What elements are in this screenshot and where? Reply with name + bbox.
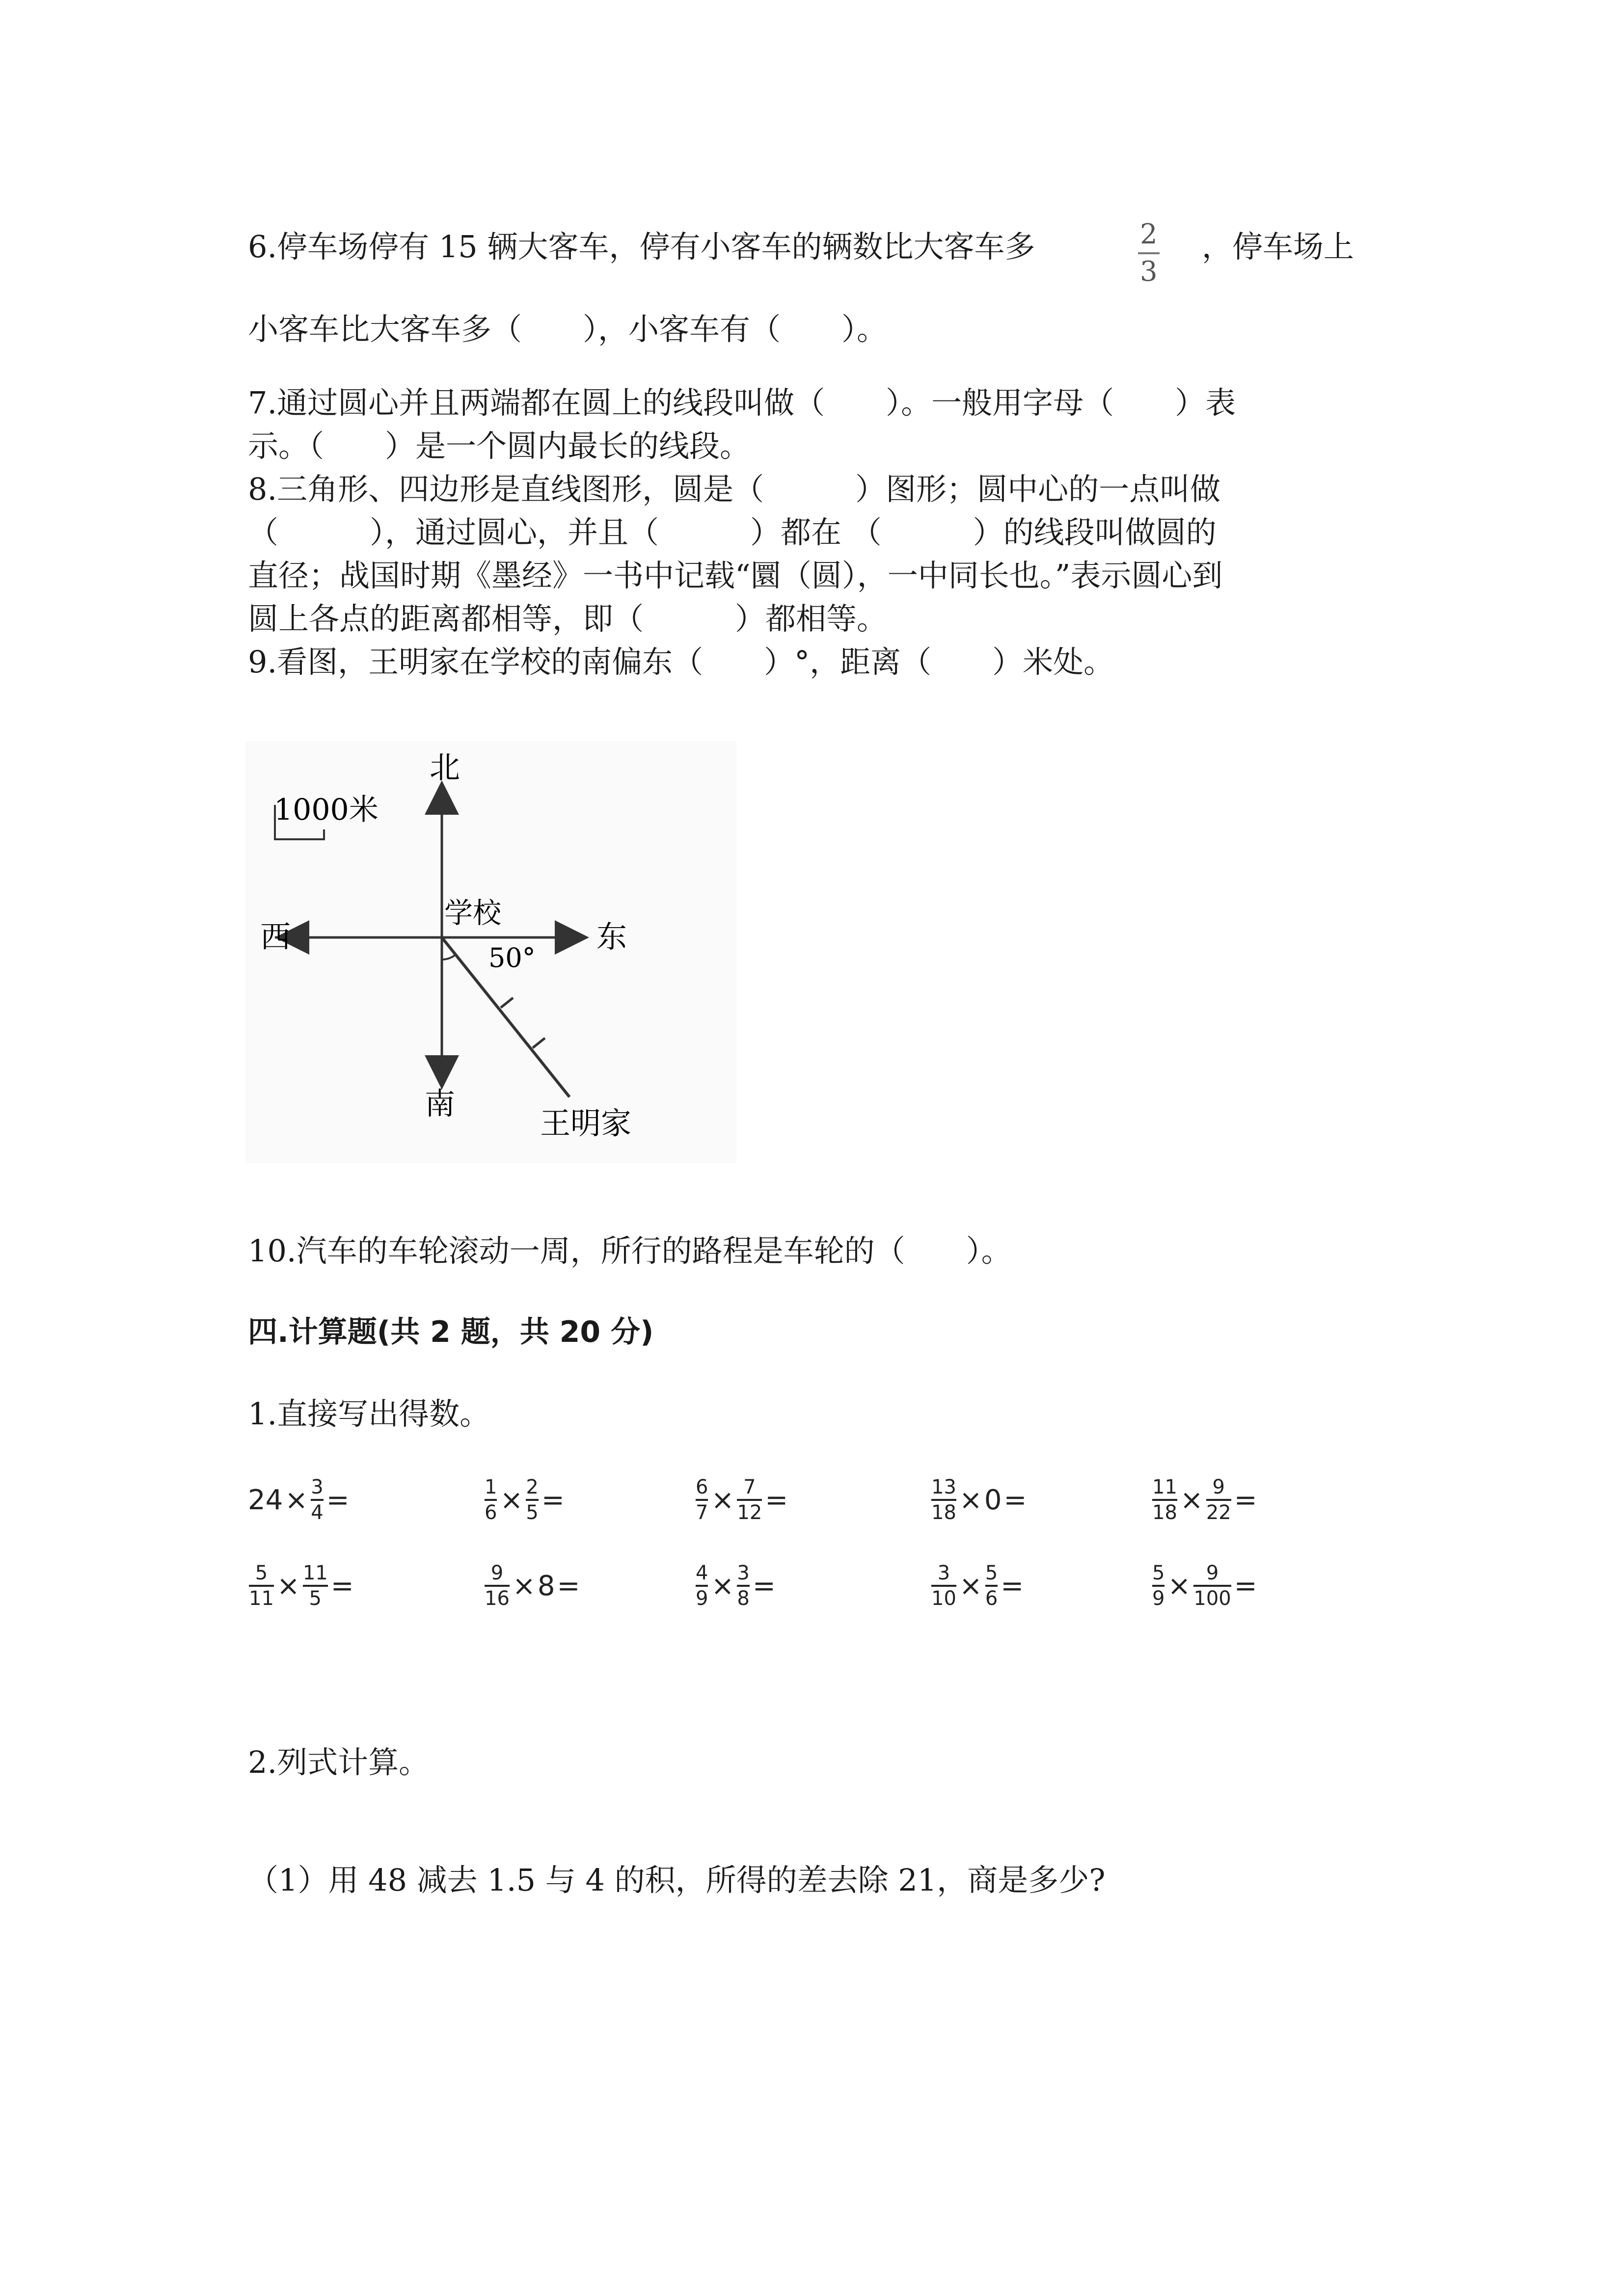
q6-text-a: 6.停车场停有 15 辆大客车，停有小客车的辆数比大客车多 <box>248 229 1035 265</box>
q6-line1 <box>248 229 1035 265</box>
calc-expression <box>248 1563 356 1608</box>
calc-0-b-fraction <box>311 1477 323 1522</box>
calc-5-a-fraction <box>249 1563 274 1608</box>
calc-expression <box>695 1477 790 1522</box>
times-sign: × <box>1167 1570 1191 1602</box>
numerator: 2 <box>526 1476 539 1498</box>
q8-line1: 8.三角形、四边形是直线图形，圆是（ ）图形；圆中心的一点叫做 <box>248 471 1221 507</box>
equals-sign: = <box>1234 1484 1257 1516</box>
equals-sign: = <box>326 1484 350 1516</box>
times-sign: × <box>285 1484 308 1516</box>
numerator: 3 <box>737 1562 750 1584</box>
numerator: 9 <box>1206 1562 1219 1584</box>
q8-line2: （ ），通过圆心，并且（ ）都在 （ ）的线段叫做圆的 <box>248 514 1217 550</box>
denominator: 9 <box>696 1587 708 1610</box>
times-sign: × <box>512 1570 536 1602</box>
calc-7-b-fraction <box>737 1563 749 1608</box>
calc-expression <box>695 1563 778 1608</box>
times-sign: × <box>276 1570 300 1602</box>
q7-line2: 示。（ ）是一个圆内最长的线段。 <box>248 428 751 464</box>
denominator: 100 <box>1193 1587 1231 1610</box>
equals-sign: = <box>541 1484 565 1516</box>
denominator: 11 <box>249 1587 274 1610</box>
times-sign: × <box>500 1484 523 1516</box>
calc2-title: 2.列式计算。 <box>248 1744 430 1780</box>
numerator: 1 <box>485 1476 497 1498</box>
q7-line1: 7.通过圆心并且两端都在圆上的线段叫做（ ）。一般用字母（ ）表 <box>248 385 1236 421</box>
calc-expression <box>930 1477 1029 1522</box>
denominator: 4 <box>311 1501 324 1524</box>
calc-8-b-fraction <box>985 1563 998 1608</box>
calc-2-b-fraction <box>737 1477 762 1522</box>
numerator: 11 <box>1152 1476 1177 1498</box>
calc-1-b-fraction <box>526 1477 538 1522</box>
times-sign: × <box>959 1570 982 1602</box>
denominator: 7 <box>696 1501 708 1524</box>
q6-fraction-numerator: 2 <box>1140 218 1158 250</box>
times-sign: × <box>711 1484 734 1516</box>
calc-4-a-fraction <box>1152 1477 1177 1522</box>
times-sign: × <box>711 1570 734 1602</box>
equals-sign: = <box>330 1570 354 1602</box>
denominator: 5 <box>526 1501 539 1524</box>
calc-expression <box>484 1563 582 1608</box>
calc-expression <box>484 1477 567 1522</box>
calc-expression <box>1151 1563 1259 1608</box>
scale-label: 1000米 <box>274 793 379 827</box>
calc-3-b-number: 0 <box>984 1484 1002 1516</box>
times-sign: × <box>1180 1484 1203 1516</box>
west-label: 西 <box>260 919 291 955</box>
numerator: 4 <box>696 1562 708 1584</box>
calc-1-a-fraction <box>485 1477 497 1522</box>
q6-fraction-denominator: 3 <box>1140 256 1158 288</box>
home-label: 王明家 <box>540 1105 632 1141</box>
q10-line1: 10.汽车的车轮滚动一周，所行的路程是车轮的（ ）。 <box>248 1233 1012 1269</box>
q8-line3: 直径；战国时期《墨经》一书中记载“圜（圆），一中同长也。”表示圆心到 <box>248 558 1223 593</box>
numerator: 5 <box>1152 1562 1165 1584</box>
calc-6-a-fraction <box>485 1563 510 1608</box>
denominator: 16 <box>485 1587 510 1610</box>
calc-4-b-fraction <box>1206 1477 1231 1522</box>
numerator: 5 <box>255 1562 268 1584</box>
denominator: 12 <box>737 1501 762 1524</box>
numerator: 13 <box>931 1476 956 1498</box>
section-title: 四.计算题(共 2 题，共 20 分) <box>248 1315 654 1349</box>
calc-3-a-fraction <box>931 1477 956 1522</box>
equals-sign: = <box>1001 1570 1024 1602</box>
school-label: 学校 <box>444 896 502 930</box>
calc-expression <box>248 1477 352 1522</box>
times-sign: × <box>959 1484 982 1516</box>
numerator: 3 <box>311 1476 324 1498</box>
q6-fraction <box>1138 218 1160 288</box>
denominator: 9 <box>1152 1587 1165 1610</box>
denominator: 5 <box>309 1587 322 1610</box>
calc-expression <box>1151 1477 1259 1522</box>
calc-9-b-fraction <box>1193 1563 1231 1608</box>
angle-label: 50° <box>488 942 536 973</box>
equals-sign: = <box>765 1484 788 1516</box>
calc2-item1: （1）用 48 减去 1.5 与 4 的积，所得的差去除 21，商是多少? <box>248 1862 1106 1898</box>
numerator: 6 <box>696 1476 708 1498</box>
q6-line2: 小客车比大客车多（ ），小客车有（ ）。 <box>248 311 888 347</box>
north-label: 北 <box>430 749 460 785</box>
denominator: 6 <box>485 1501 497 1524</box>
south-label: 南 <box>425 1086 456 1121</box>
equals-sign: = <box>1003 1484 1027 1516</box>
q9-line1: 9.看图，王明家在学校的南偏东（ ）°，距离（ ）米处。 <box>248 644 1114 680</box>
denominator: 8 <box>737 1587 750 1610</box>
direction-figure <box>245 741 736 1163</box>
calc-9-a-fraction <box>1152 1563 1164 1608</box>
calc-6-b-number: 8 <box>537 1570 555 1602</box>
denominator: 10 <box>931 1587 956 1610</box>
denominator: 22 <box>1206 1501 1231 1524</box>
q8-line4: 圆上各点的距离都相等，即（ ）都相等。 <box>248 601 888 637</box>
calc-2-a-fraction <box>696 1477 708 1522</box>
calc1-title: 1.直接写出得数。 <box>248 1396 490 1432</box>
calc-expression <box>930 1563 1026 1608</box>
calc-8-a-fraction <box>931 1563 956 1608</box>
calc-7-a-fraction <box>696 1563 708 1608</box>
calc-5-b-fraction <box>303 1563 328 1608</box>
denominator: 18 <box>931 1501 956 1524</box>
equals-sign: = <box>557 1570 580 1602</box>
numerator: 7 <box>743 1476 756 1498</box>
q6-line1-b: ，停车场上 <box>1202 229 1354 265</box>
calc-0-a-number: 24 <box>248 1484 283 1516</box>
numerator: 5 <box>985 1562 998 1584</box>
numerator: 3 <box>937 1562 950 1584</box>
denominator: 18 <box>1152 1501 1177 1524</box>
east-label: 东 <box>596 919 627 955</box>
numerator: 11 <box>302 1562 328 1584</box>
equals-sign: = <box>1234 1570 1257 1602</box>
denominator: 6 <box>985 1587 998 1610</box>
numerator: 9 <box>490 1562 504 1584</box>
equals-sign: = <box>752 1570 776 1602</box>
numerator: 9 <box>1212 1476 1225 1498</box>
